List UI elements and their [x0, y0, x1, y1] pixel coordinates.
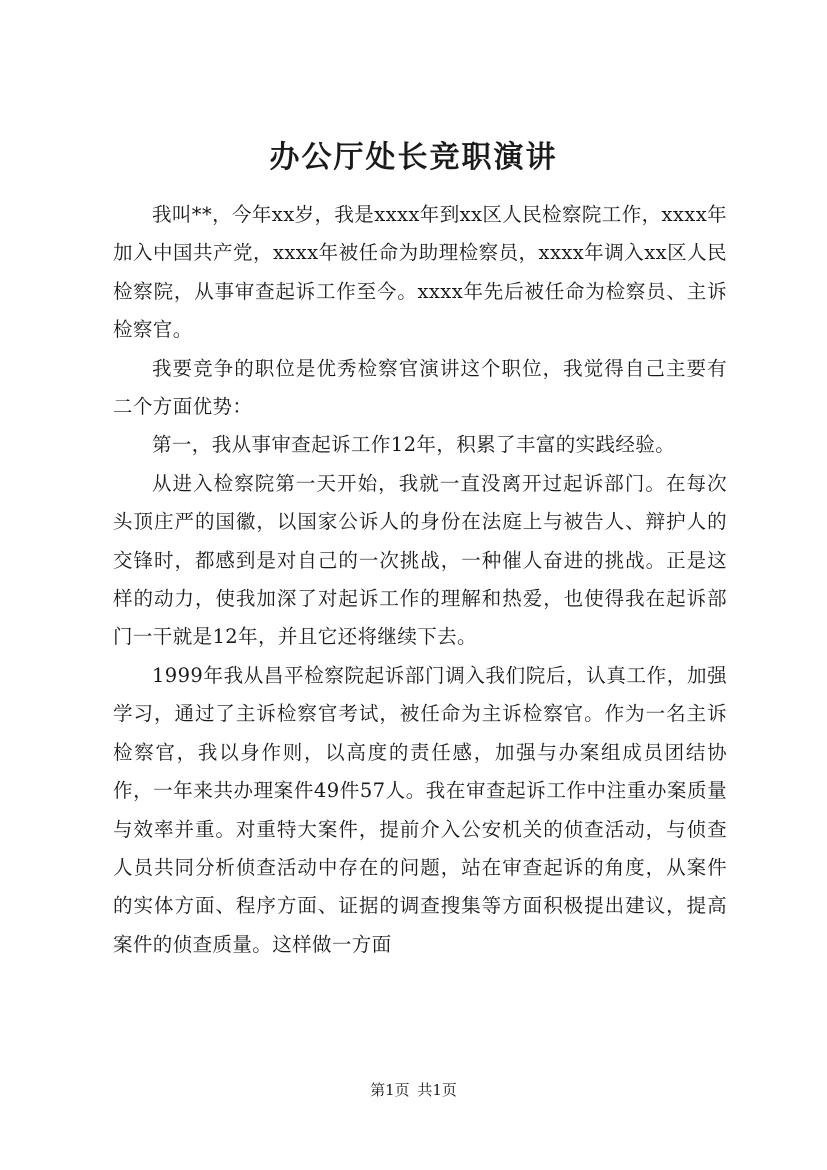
paragraph: 第一，我从事审查起诉工作12年，积累了丰富的实践经验。	[152, 433, 676, 457]
paragraph: 从进入检察院第一天开始，我就一直没离开过起诉部门。在每次头顶庄严的国徽，以国家公诉人的身份在法庭上与被告人、辩护人的交锋时，都感到是对自己的一次挑战，一种催人奋进的挑战。正是这样的动力，使我加深了对起诉工作的理解和热爱，也使得我在起诉部门一干就是12年，并且它还将继续下去。	[113, 471, 727, 649]
page-footer: 第1页 共1页	[370, 1081, 457, 1099]
document-title: 办公厅处长竞职演讲	[269, 140, 558, 175]
paragraph: 1999年我从昌平检察院起诉部门调入我们院后，认真工作，加强学习，通过了主诉检察官考试，被任命为主诉检察官。作为一名主诉检察官，我以身作则，以高度的责任感，加强与办案组成员团结协作，一年来共办理案件49件57人。我在审查起诉工作中注重办案质量与效率并重。对重特大案件，提前介入公安机关的侦查活动，与侦查人员共同分析侦查活动中存在的问题，站在审查起诉的角度，从案件的实体方面、程序方面、证据的调查搜集等方面积极提出建议，提高案件的侦查质量。这样做一方面	[113, 663, 727, 956]
document-body	[113, 196, 727, 964]
paragraph: 我叫**，今年xx岁，我是xxxx年到xx区人民检察院工作，xxxx年加入中国共产党，xxxx年被任命为助理检察员，xxxx年调入xx区人民检察院，从事审查起诉工作至今。xxxx年先后被任命为检察员、主诉检察官。	[113, 203, 727, 342]
paragraph: 我要竞争的职位是优秀检察官演讲这个职位，我觉得自己主要有二个方面优势：	[113, 356, 727, 419]
